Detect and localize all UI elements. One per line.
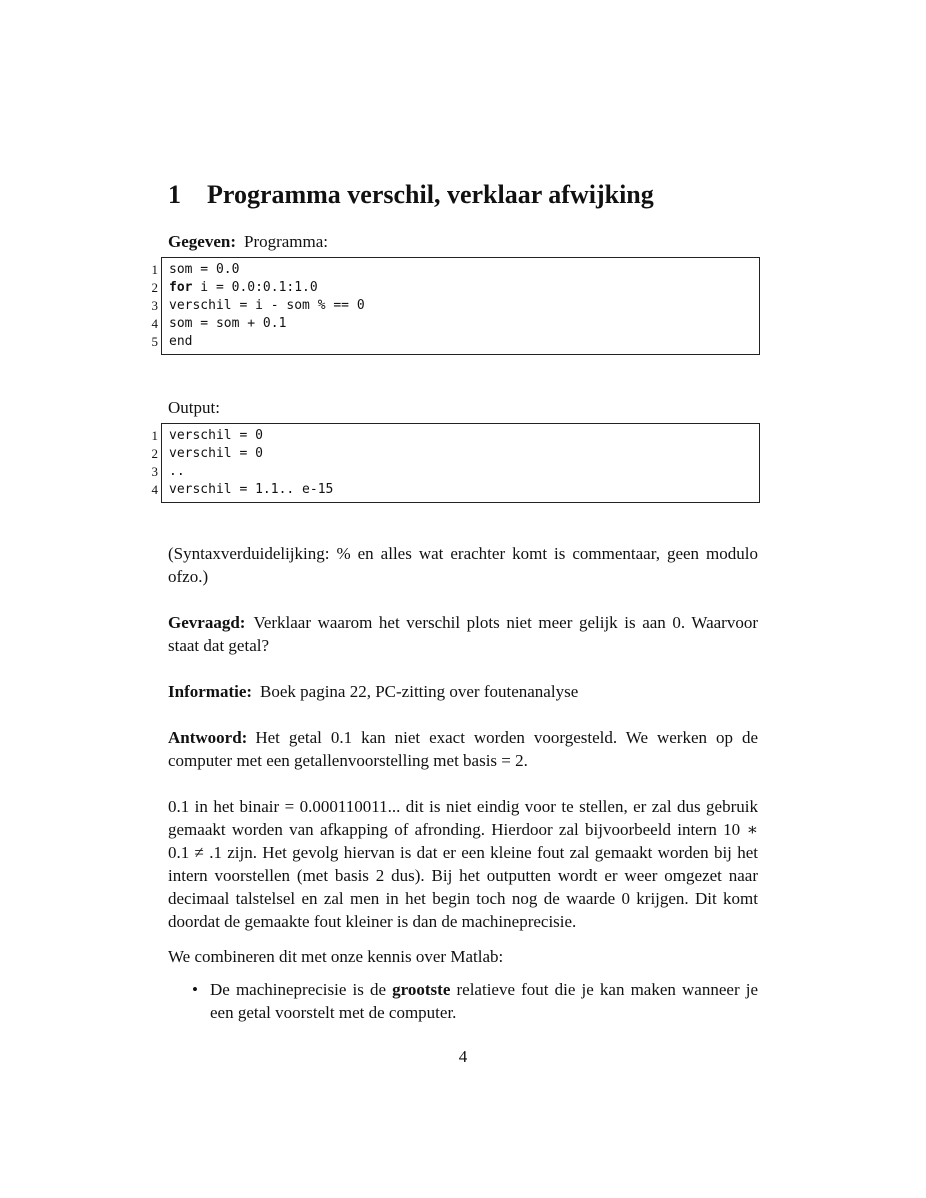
code-text: end: [169, 334, 193, 349]
explanation-paragraph: 0.1 in het binair = 0.000110011... dit is niet eindig voor te stellen, er zal dus gebruik gemaakt worden van afkapping of afronding. Hierdoor zal bijvoorbeeld intern 10 ∗ 0.1 ≠ .1 zijn. Het gevolg hiervan is dat er een kleine fout zal gemaakt worden bij het intern voorstellen (met basis 2 dus). Bij het outputten wordt er weer omgezet naar decimaal talstelsel en zal men in het begin toch nog de waarde 0 krijgen. Dit komt doordat de gemaakte fout kleiner is dan de machineprecisie.: [168, 797, 758, 931]
line-number: 1: [151, 262, 158, 277]
bullet-list: [190, 978, 758, 1024]
code-line: [151, 315, 759, 333]
code-keyword: for: [169, 280, 193, 295]
line-number: 3: [151, 298, 158, 313]
output-line: [151, 481, 759, 499]
line-number: 5: [151, 334, 158, 349]
code-line: [151, 297, 759, 315]
information-label: Informatie:: [168, 682, 253, 701]
answer-text: Het getal 0.1 kan niet exact worden voorgesteld. We werken op de computer met een getallenvoorstelling met basis = 2.: [168, 728, 758, 770]
code-text: verschil = i - som % == 0: [169, 298, 365, 313]
program-code-block: [151, 257, 760, 355]
output-text: ..: [169, 464, 185, 479]
given-text: Programma:: [243, 232, 329, 251]
output-line: [151, 463, 759, 481]
output-label: Output:: [168, 398, 220, 417]
code-text: i = 0.0:0.1:1.0: [192, 280, 318, 295]
output-text: verschil = 0: [169, 428, 263, 443]
section-number: 1: [168, 180, 181, 209]
line-number: 2: [151, 446, 158, 461]
answer-label: Antwoord:: [168, 728, 248, 747]
section-heading: [168, 180, 654, 210]
bullet-text-after: relatieve fout die je kan maken wanneer je een getal voorstelt met de computer.: [210, 980, 758, 1022]
information-paragraph: [168, 680, 758, 703]
code-line: [151, 333, 759, 351]
information-text: Boek pagina 22, PC-zitting over foutenanalyse: [260, 682, 579, 701]
line-number: 3: [151, 464, 158, 479]
bullet-icon: •: [192, 980, 198, 999]
answer-paragraph: [168, 726, 758, 772]
line-number: 4: [151, 482, 158, 497]
page-number: 4: [458, 1047, 468, 1066]
bullet-text-before: De machineprecisie is de: [210, 980, 393, 999]
line-number: 2: [151, 280, 158, 295]
list-item: [190, 978, 758, 1024]
question-label: Gevraagd:: [168, 613, 246, 632]
output-line: [151, 445, 759, 463]
code-line: [151, 279, 759, 297]
section-title: Programma verschil, verklaar afwijking: [207, 180, 654, 209]
bullet-emphasis: grootste: [392, 980, 451, 999]
output-line: [151, 427, 759, 445]
syntax-note: (Syntaxverduidelijking: % en alles wat erachter komt is commentaar, geen modulo ofzo.): [168, 544, 758, 586]
combine-paragraph: We combineren dit met onze kennis over Matlab:: [168, 947, 504, 966]
line-number: 4: [151, 316, 158, 331]
code-line: [151, 261, 759, 279]
output-code-block: [151, 423, 760, 503]
code-text: som = som + 0.1: [169, 316, 287, 331]
output-text: verschil = 0: [169, 446, 263, 461]
output-text: verschil = 1.1.. e-15: [169, 482, 334, 497]
given-label: Gegeven:: [168, 232, 236, 251]
question-text: Verklaar waarom het verschil plots niet meer gelijk is aan 0. Waarvoor staat dat getal?: [168, 613, 758, 655]
given-line: [168, 232, 328, 252]
code-text: som = 0.0: [169, 262, 240, 277]
line-number: 1: [151, 428, 158, 443]
question-paragraph: [168, 611, 758, 657]
